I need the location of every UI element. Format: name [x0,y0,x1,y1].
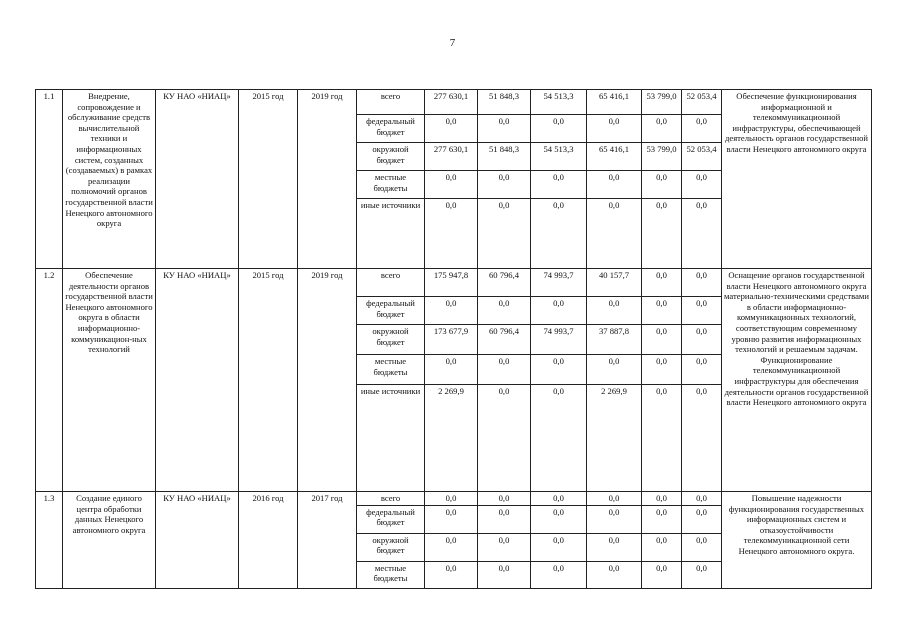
funding-source: всего [357,492,425,506]
amount-year: 0,0 [531,561,587,588]
funding-source: окружной бюджет [357,325,425,355]
amount-year: 54 513,3 [531,143,587,171]
amount-year: 0,0 [587,505,642,533]
amount-year: 0,0 [682,199,722,269]
row-number: 1.2 [36,269,63,492]
amount-year: 0,0 [642,533,682,561]
amount-year: 0,0 [587,199,642,269]
start-year: 2015 год [239,269,298,492]
funding-source: иные источники [357,385,425,492]
amount-total: 173 677,9 [425,325,478,355]
amount-year: 37 887,8 [587,325,642,355]
amount-year: 2 269,9 [587,385,642,492]
amount-year: 65 416,1 [587,143,642,171]
amount-year: 0,0 [682,385,722,492]
funding-source: всего [357,90,425,115]
amount-year: 0,0 [478,297,531,325]
amount-year: 60 796,4 [478,325,531,355]
amount-total: 0,0 [425,561,478,588]
amount-total: 0,0 [425,355,478,385]
end-year: 2019 год [298,269,357,492]
amount-year: 51 848,3 [478,90,531,115]
amount-year: 52 053,4 [682,90,722,115]
expected-result: Повышение надежности функционирования государственных информационных систем и отказоустойчивости телекоммуникационной сети Ненецкого автономного округа. [722,492,872,589]
amount-year: 0,0 [682,297,722,325]
amount-year: 0,0 [531,505,587,533]
amount-year: 0,0 [682,269,722,297]
funding-source: всего [357,269,425,297]
amount-total: 277 630,1 [425,90,478,115]
program-activities-table [35,89,872,589]
amount-year: 0,0 [682,492,722,506]
amount-year: 54 513,3 [531,90,587,115]
start-year: 2016 год [239,492,298,589]
funding-source: федеральный бюджет [357,505,425,533]
executor: КУ НАО «НИАЦ» [156,90,239,269]
amount-year: 51 848,3 [478,143,531,171]
funding-source: окружной бюджет [357,533,425,561]
amount-year: 0,0 [642,505,682,533]
amount-year: 0,0 [682,505,722,533]
amount-year: 74 993,7 [531,325,587,355]
amount-year: 65 416,1 [587,90,642,115]
amount-year: 0,0 [682,171,722,199]
expected-result: Оснащение органов государственной власти Ненецкого автономного округа материально-техническими средствами в области информационно-коммуникационных технологий, соответствующим современному уровню развития информационных технологий и решаемым задачам. Функционирование телекоммуникационной инфраструктуры для обеспечения деятельности органов государственной власти Ненецкого автономного округа [722,269,872,492]
amount-total: 0,0 [425,297,478,325]
amount-year: 74 993,7 [531,269,587,297]
amount-year: 0,0 [531,115,587,143]
start-year: 2015 год [239,90,298,269]
amount-year: 0,0 [478,355,531,385]
amount-year: 0,0 [478,171,531,199]
funding-source: местные бюджеты [357,171,425,199]
end-year: 2017 год [298,492,357,589]
table-row [36,492,872,506]
amount-year: 0,0 [587,492,642,506]
funding-source: федеральный бюджет [357,115,425,143]
amount-year: 0,0 [531,297,587,325]
amount-total: 2 269,9 [425,385,478,492]
amount-year: 53 799,0 [642,90,682,115]
funding-source: федеральный бюджет [357,297,425,325]
amount-year: 0,0 [531,355,587,385]
amount-year: 0,0 [587,561,642,588]
amount-total: 277 630,1 [425,143,478,171]
amount-total: 0,0 [425,492,478,506]
amount-year: 0,0 [642,269,682,297]
activity-name: Внедрение, сопровождение и обслуживание средств вычислительной техники и информационных систем, созданных (создаваемых) в рамках реализации полномочий органов государственной власти Ненецкого автономного округа [63,90,156,269]
executor: КУ НАО «НИАЦ» [156,492,239,589]
amount-year: 0,0 [642,355,682,385]
row-number: 1.3 [36,492,63,589]
amount-total: 0,0 [425,533,478,561]
amount-year: 0,0 [531,492,587,506]
amount-year: 0,0 [531,385,587,492]
amount-year: 0,0 [531,199,587,269]
amount-year: 40 157,7 [587,269,642,297]
amount-year: 0,0 [478,115,531,143]
amount-total: 175 947,8 [425,269,478,297]
amount-year: 0,0 [587,297,642,325]
amount-year: 0,0 [587,171,642,199]
amount-year: 0,0 [478,561,531,588]
amount-year: 0,0 [642,115,682,143]
amount-year: 0,0 [642,385,682,492]
amount-year: 0,0 [478,505,531,533]
amount-year: 0,0 [682,115,722,143]
funding-source: окружной бюджет [357,143,425,171]
table-row [36,269,872,297]
executor: КУ НАО «НИАЦ» [156,269,239,492]
amount-year: 0,0 [531,171,587,199]
expected-result: Обеспечение функционирования информационной и телекоммуникационной инфраструктуры, обеспечивающей деятельность органов государственной власти Ненецкого автономного округа [722,90,872,269]
amount-year: 0,0 [531,533,587,561]
amount-year: 0,0 [642,325,682,355]
funding-source: местные бюджеты [357,355,425,385]
amount-year: 0,0 [478,492,531,506]
activity-name: Обеспечение деятельности органов государственной власти Ненецкого автономного округа в области информационно-коммуникацион-ных технологий [63,269,156,492]
amount-total: 0,0 [425,115,478,143]
amount-year: 0,0 [587,115,642,143]
amount-total: 0,0 [425,171,478,199]
page-number: 7 [449,37,456,49]
amount-year: 0,0 [642,561,682,588]
amount-total: 0,0 [425,199,478,269]
amount-year: 0,0 [642,171,682,199]
amount-year: 0,0 [682,533,722,561]
amount-total: 0,0 [425,505,478,533]
amount-year: 60 796,4 [478,269,531,297]
amount-year: 0,0 [478,533,531,561]
amount-year: 0,0 [587,355,642,385]
amount-year: 0,0 [642,297,682,325]
amount-year: 0,0 [478,385,531,492]
table-row [36,90,872,115]
amount-year: 53 799,0 [642,143,682,171]
amount-year: 0,0 [642,492,682,506]
end-year: 2019 год [298,90,357,269]
amount-year: 0,0 [478,199,531,269]
amount-year: 0,0 [642,199,682,269]
amount-year: 0,0 [682,355,722,385]
amount-year: 0,0 [682,561,722,588]
funding-source: иные источники [357,199,425,269]
activity-name: Создание единого центра обработки данных Ненецкого автономного округа [63,492,156,589]
amount-year: 0,0 [682,325,722,355]
row-number: 1.1 [36,90,63,269]
amount-year: 52 053,4 [682,143,722,171]
funding-source: местные бюджеты [357,561,425,588]
amount-year: 0,0 [587,533,642,561]
